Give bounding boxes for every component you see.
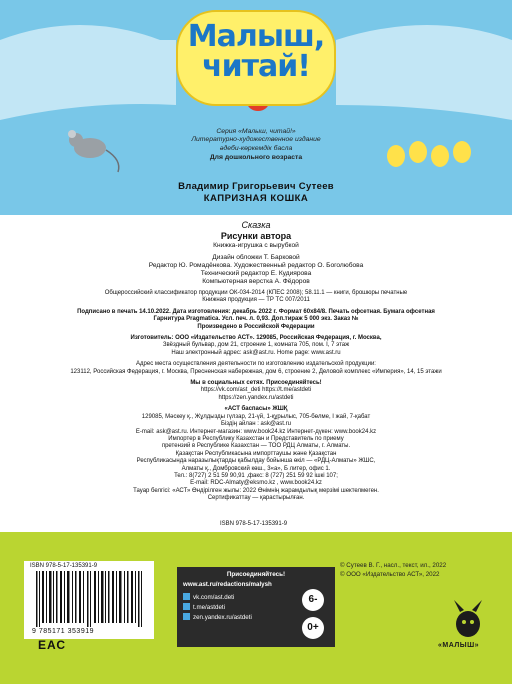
kz-line: Алматы қ., Домбровский көш., 3«а», Б литер, офис 1. — [181, 465, 331, 472]
credit-line: Технический редактор Е. Кудиярова — [200, 270, 312, 277]
imprint-block — [0, 220, 512, 503]
kz-line: «АСТ баспасы» ЖШҚ — [224, 406, 288, 413]
address-line: Адрес места осуществления деятельности по изготовлению издательской продукции: — [136, 361, 376, 368]
kz-line: Республикасында наразылықтарды қабылдау бойынша өкіл — «РДЦ-Алматы» ЖШС, — [136, 458, 376, 465]
zen-icon — [183, 613, 190, 620]
kz-line: E-mail: ask@ast.ru. Интернет-магазин: www.book24.kz Интернет-дүкен: www.book24.kz — [135, 428, 377, 435]
imprint-isbn: ISBN 978-5-17-135391-9 — [220, 521, 288, 527]
vk-icon — [183, 593, 190, 600]
address-line: 123112, Российская Федерация, г. Москва, Пресненская набережная, дом 6, строение 2, Деловой комплекс «Империя», 14, 15 этажи — [70, 368, 442, 375]
book-format: Книжка-игрушка с вырубкой — [213, 242, 299, 249]
age-rating-0: 0+ — [302, 617, 324, 639]
manufacturer-line: Наш электронный адрес: ask@ast.ru. Home page: www.ast.ru — [171, 349, 341, 356]
kz-line: E-mail: RDC-Almaty@eksmo.kz , www.book24.kz — [190, 480, 322, 487]
vk-link[interactable] — [183, 593, 234, 601]
author-name: Владимир Григорьевич Сутеев — [178, 181, 334, 192]
kz-line: Тауар белгісі: «АСТ» Өндірілген жылы: 2022 Өнімнің жарамдылық мерзімі шектелмеген. — [133, 487, 379, 494]
social-line: https://zen.yandex.ru/astdeti — [218, 394, 294, 401]
barcode-isbn: ISBN 978-5-17-135391-9 — [30, 563, 98, 569]
cloud-right — [336, 25, 512, 120]
age-rating-6: 6- — [302, 589, 324, 611]
classifier-line: Общероссийский классификатор продукции ОК-034-2014 (КПЕС 2008); 58.11.1 — книги, брошюры печатные — [104, 290, 408, 296]
credit-line: Компьютерная верстка А. Фёдоров — [202, 278, 310, 285]
kz-line: Тел.: 8(727) 2 51 59 90,91 ,факс: 8 (727) 251 59 92 ішкі 107; — [174, 472, 338, 479]
manufacturer-line: Изготовитель: ООО «Издательство АСТ». 129085, Российская Федерация, г. Москва, — [130, 335, 382, 342]
publisher-logo: «МАЛЫШ» — [438, 642, 480, 649]
zen-link[interactable] — [183, 613, 252, 621]
kz-line: претензий в Республике Казахстан — ТОО РДЦ Алматы, г. Алматы. — [161, 443, 351, 450]
credit-line: Редактор Ю. Ромадёнкова. Художественный редактор О. Боголюбова — [148, 262, 364, 269]
social-heading: Мы в социальных сетях. Присоединяйтесь! — [190, 380, 322, 387]
publisher-logo-figure — [448, 598, 488, 640]
credit-line: Дизайн обложки Т. Барковой — [212, 254, 300, 261]
zen-link-text: zen.yandex.ru/astdeti — [193, 614, 252, 621]
kz-line: Импортер в Республику Казахстан и Представитель по приему — [168, 435, 344, 442]
social-line: https://vk.com/ast_deti https://t.me/astdeti — [200, 387, 312, 394]
telegram-link[interactable] — [183, 603, 225, 611]
classifier-line: Книжная продукция — ТР ТС 007/2011 — [202, 297, 310, 304]
mouse-illustration — [68, 130, 119, 172]
kz-line: 129085, Мәскеу қ., Жұлдызды гүлзар, 21-үй, 1-құрылыс, 705-бөлме, I жай, 7-қабат — [141, 413, 371, 420]
logo-line-2: читай! — [202, 49, 310, 84]
edition-type: Литературно-художественное издание — [191, 136, 321, 144]
kz-line: Қазақстан Республикасына импорттаушы және Қазақстан — [175, 450, 337, 457]
eac-conformity-mark: ЕАС — [38, 638, 67, 652]
genre: Сказка — [241, 220, 271, 230]
barcode-number: 9 785171 353919 — [32, 628, 94, 635]
copyright-block — [340, 561, 446, 579]
kz-line: Сертификаттау — қарастырылған. — [207, 495, 305, 502]
edition-type-kz: әдеби-көркемдік басла — [219, 144, 293, 152]
cloud-left — [0, 25, 176, 120]
social-panel-title: Присоединяйтесь! — [226, 571, 286, 578]
pictures-credit: Рисунки автора — [220, 231, 292, 241]
book-title: КАПРИЗНАЯ КОШКА — [203, 193, 309, 204]
logo-line-1: Малыш, — [187, 19, 325, 54]
age-note: Для дошкольного возраста — [209, 154, 303, 162]
print-line: Гарнитура Pragmatica. Усл. печ. л. 0,93. Доп.тираж 5 000 экз. Заказ № — [153, 316, 359, 323]
print-line: Подписано в печать 14.10.2022. Дата изготовления: декабрь 2022 г. Формат 60х84/8. Печать офсетная. Бумага офсетная — [77, 308, 435, 315]
telegram-link-text: t.me/astdeti — [193, 604, 225, 611]
print-line: Произведено в Российской Федерации — [197, 323, 315, 330]
manufacturer-line: Звёздный бульвар, дом 21, строение 1, комната 705, пом. I, 7 этаж — [162, 342, 350, 349]
series-name: Серия «Малыш, читай!» — [216, 128, 296, 135]
series-logo — [184, 19, 328, 84]
vk-link-text: vk.com/ast.deti — [193, 594, 235, 601]
telegram-icon — [183, 603, 190, 610]
copyright-line: © Сутеев В. Г., насл., текст, ил., 2022 — [340, 562, 447, 569]
website-link[interactable]: www.ast.ru/redactions/malysh — [183, 581, 272, 588]
barcode-bars — [34, 571, 144, 627]
kz-line: Біздің айлан : ask@ast.ru — [221, 421, 291, 428]
series-info — [120, 128, 392, 163]
copyright-line: © ООО «Издательство АСТ», 2022 — [340, 571, 440, 578]
chicks-illustration — [387, 141, 471, 167]
